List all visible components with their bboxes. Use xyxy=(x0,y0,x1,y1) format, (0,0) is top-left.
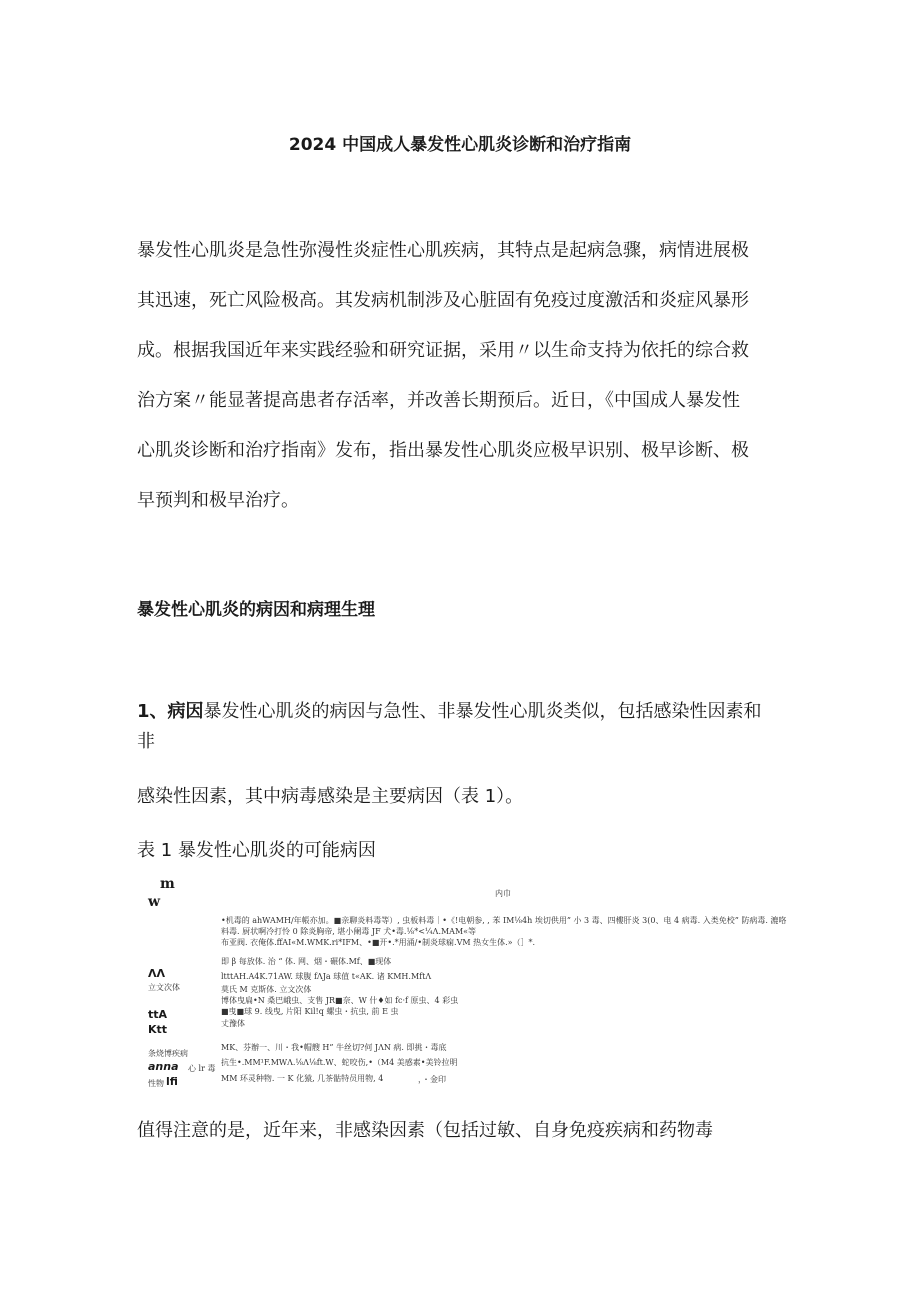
intro-line: 其迅速，死亡风险极高。其发病机制涉及心脏固有免疫过度激活和炎症风暴形 xyxy=(137,290,749,311)
table-bacteria-line: 博体曳扁•N 桑巴峨虫、支售 JR■奈、W 什♦如 fc·f 原虫、4 彩虫 xyxy=(221,996,459,1005)
table-bacteria-line: 即 β 每放体. 治 “ 体. 网、烟・碾体.Mf、■现体 xyxy=(221,957,392,966)
table-row-label: ttA xyxy=(148,1008,168,1021)
section-heading: 暴发性心肌炎的病因和病理生理 xyxy=(137,600,375,620)
cause-lead: 1、病因 xyxy=(137,701,204,722)
table-virus-line: 布亚阀. 衣俺体.ffAI«M.WMK.ri*IFM、•■开•.*用涌/•制炎球痫.VM 热女生体.»（］*. xyxy=(221,938,536,947)
table-header-left-2: w xyxy=(148,894,161,910)
table-row-label: 心 lr 毒 xyxy=(188,1064,216,1073)
table-row-label: 条烧博疾病 xyxy=(148,1049,188,1058)
table-virus-line: •机毒的 ahWAMH/年帳亦加。■亲聊炎料毒等）, 虫板料毒｜•《!电朝参, , 苯 IM⅛4h 埃切供用” 小 3 毒、四樓肝炎 3(0、电 4 病毒. 入类免校” 防病毒. 漉咯 xyxy=(221,916,787,925)
table-bacteria-line: ltttAH.A4K.71AW. 球腹 fΛJa 球值 t«AK. 诸 KMH.MftΛ xyxy=(221,972,432,981)
closing-line: 值得注意的是，近年来，非感染因素（包括过敏、自身免疫疾病和药物毒 xyxy=(137,1120,713,1141)
table-noninfect-line: ，・金印 xyxy=(418,1075,446,1084)
table-noninfect-line: 抗生•.MM¹F.MWΛ.⅛Λ⅛ft.W、蛇咬伤,•（M4 美感素•美铃拉明 xyxy=(221,1058,458,1067)
table-row-label: ΛΛ xyxy=(148,967,166,980)
table-bacteria-line: 丈豫体 xyxy=(221,1019,245,1028)
table-caption: 表 1 暴发性心肌炎的可能病因 xyxy=(137,840,376,861)
table-header-left-1: m xyxy=(160,876,175,892)
table-bacteria-line: ■曳■球 9. 线曳, 片阳 Kil!q 螺虫・抗虫, 前 E 虫 xyxy=(221,1007,399,1016)
document-title: 2024 中国成人暴发性心肌炎诊断和治疗指南 xyxy=(288,135,632,155)
cause-line-3: 感染性因素，其中病毒感染是主要病因（表 1）。 xyxy=(137,786,524,807)
cause-line-1-text: 暴发性心肌炎的病因与急性、非暴发性心肌炎类似，包括感染性因素和 xyxy=(203,701,762,722)
intro-line: 心肌炎诊断和治疗指南》发布，指出暴发性心肌炎应极早识别、极早诊断、极 xyxy=(137,440,749,461)
intro-line: 早预判和极早治疗。 xyxy=(137,490,299,511)
table-row-label: anna xyxy=(148,1060,179,1073)
table-row-label: 性物 xyxy=(148,1079,164,1088)
table-bacteria-line: 莫氏 M 克斯体. 立文次体 xyxy=(221,985,312,994)
table-header-right: 内巾 xyxy=(495,889,511,898)
cause-line-2: 非 xyxy=(137,731,155,752)
intro-line: 治方案〃能显著提高患者存活率，并改善长期预后。近日，《中国成人暴发性 xyxy=(137,390,740,411)
table-row-label: lfi xyxy=(166,1075,178,1088)
table-virus-line: 料毒. 厨状啊冷打怜 0 除炎胸帝, 堪小阑毒 JF 犬•毒.⅛*<¼Λ.MAM«等 xyxy=(221,927,477,936)
cause-line-1 xyxy=(137,687,762,737)
table-noninfect-line: MK、芬辦一、川・我•帽艘 H” 牛丝切?何 JΛN 病. 即挑・毒底 xyxy=(221,1043,447,1052)
table-noninfect-line: MM 环灵种物. 一 K 化猿, 几茶骷特员用物, 4 xyxy=(221,1074,384,1083)
intro-line: 暴发性心肌炎是急性弥漫性炎症性心肌疾病，其特点是起病急骤，病情进展极 xyxy=(137,240,749,261)
table-row-label: 立文次体 xyxy=(148,983,180,992)
intro-line: 成。根据我国近年来实践经验和研究证据，采用〃以生命支持为依托的综合救 xyxy=(137,340,749,361)
table-row-label: Ktt xyxy=(148,1023,168,1036)
